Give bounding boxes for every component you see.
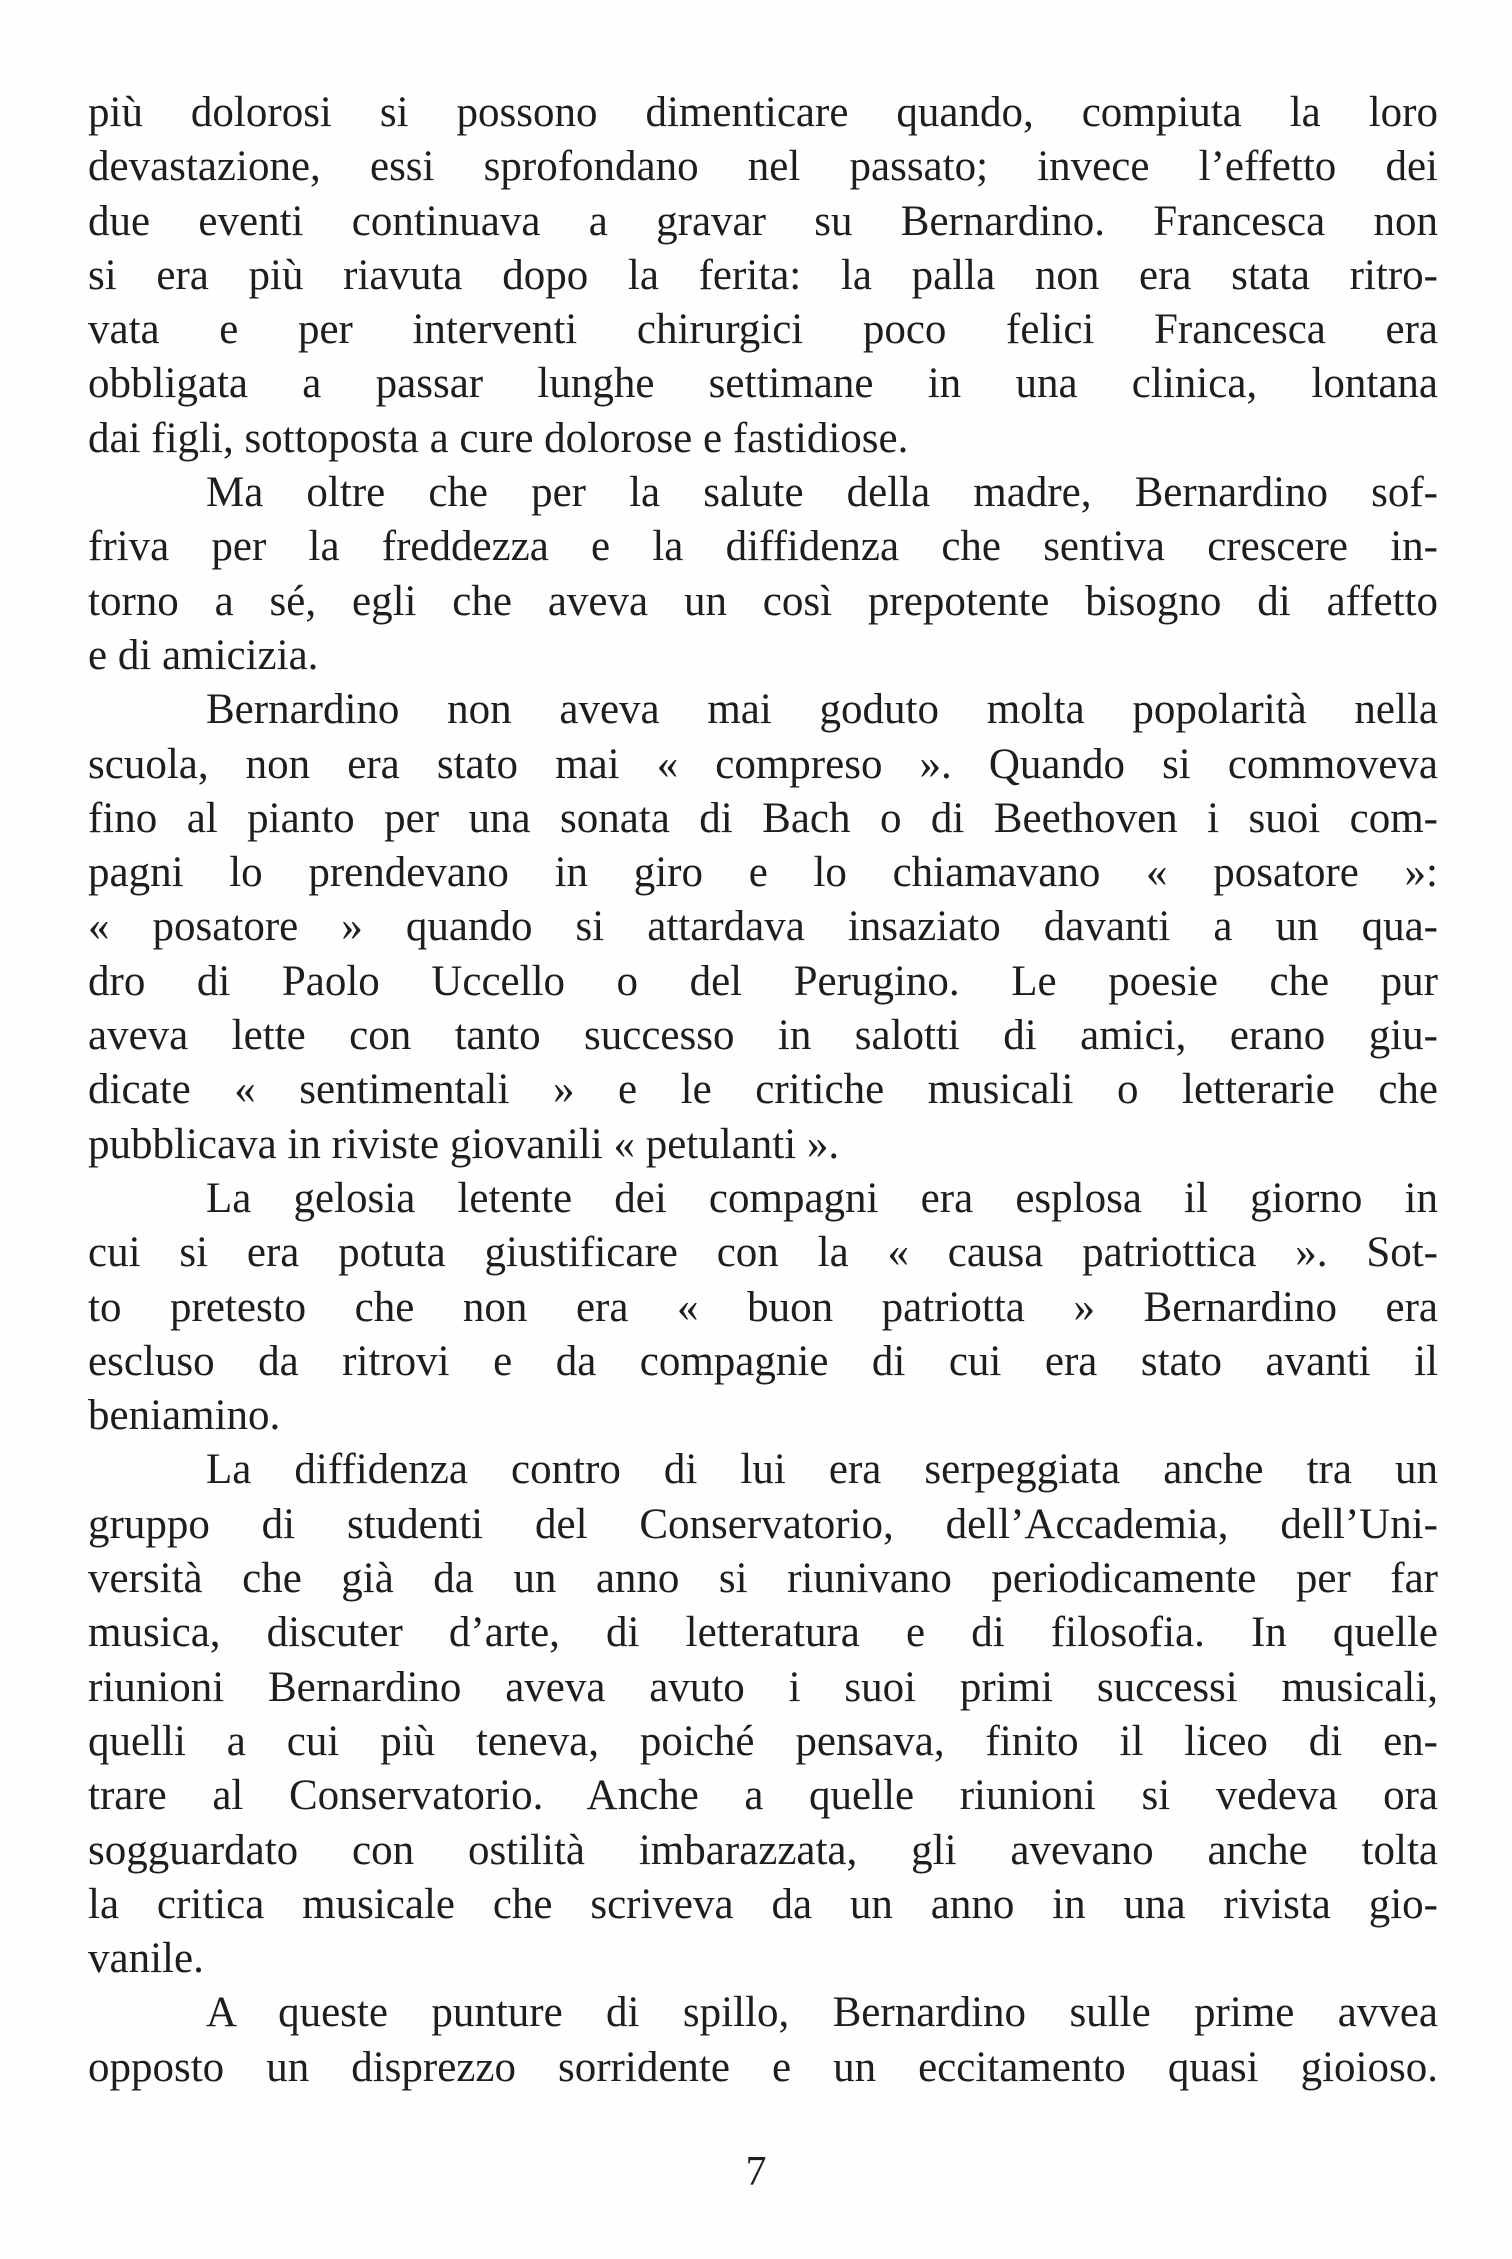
text-line: escluso da ritrovi e da compagnie di cui era stato avanti il <box>88 1337 1438 1385</box>
text-line: pagni lo prendevano in giro e lo chiamavano « posatore »: <box>88 849 1438 897</box>
text-line: beniamino. <box>88 1392 281 1440</box>
text-line: musica, discuter d’arte, di letteratura e di filosofia. In quelle <box>88 1609 1438 1657</box>
text-line: opposto un disprezzo sorridente e un eccitamento quasi gioioso. <box>88 2043 1438 2091</box>
text-line: fino al pianto per una sonata di Bach o di Beethoven i suoi com- <box>88 794 1438 842</box>
text-line: vanile. <box>88 1935 204 1983</box>
text-line: scuola, non era stato mai « compreso ». Quando si commoveva <box>88 740 1438 788</box>
text-line: sogguardato con ostilità imbarazzata, gli avevano anche tolta <box>88 1826 1438 1874</box>
text-line: versità che già da un anno si riunivano periodicamente per far <box>88 1555 1438 1603</box>
text-line: trare al Conservatorio. Anche a quelle riunioni si vedeva ora <box>88 1772 1438 1820</box>
text-line: cui si era potuta giustificare con la « causa patriottica ». Sot- <box>88 1229 1438 1277</box>
text-line: riunioni Bernardino aveva avuto i suoi primi successi musicali, <box>88 1663 1438 1711</box>
text-line: due eventi continuava a gravar su Bernardino. Francesca non <box>88 197 1438 245</box>
paragraph-first-line: La gelosia letente dei compagni era esplosa il giorno in <box>206 1174 1438 1222</box>
paragraph-first-line: La diffidenza contro di lui era serpeggiata anche tra un <box>206 1446 1438 1494</box>
text-line: si era più riavuta dopo la ferita: la palla non era stata ritro- <box>88 251 1438 299</box>
body-text <box>88 86 1438 2095</box>
text-line: torno a sé, egli che aveva un così prepotente bisogno di affetto <box>88 577 1438 625</box>
text-line: gruppo di studenti del Conservatorio, dell’Accademia, dell’Uni- <box>88 1500 1438 1548</box>
text-line: vata e per interventi chirurgici poco felici Francesca era <box>88 306 1438 354</box>
text-line: dai figli, sottoposta a cure dolorose e fastidiose. <box>88 414 909 462</box>
text-line: la critica musicale che scriveva da un anno in una rivista gio- <box>88 1880 1438 1928</box>
paragraph-first-line: Ma oltre che per la salute della madre, Bernardino sof- <box>206 469 1438 517</box>
paragraph-first-line: Bernardino non aveva mai goduto molta popolarità nella <box>206 686 1438 734</box>
text-line: « posatore » quando si attardava insaziato davanti a un qua- <box>88 903 1438 951</box>
text-line: dicate « sentimentali » e le critiche musicali o letterarie che <box>88 1066 1438 1114</box>
text-line: aveva lette con tanto successo in salotti di amici, erano giu- <box>88 1012 1438 1060</box>
text-line: pubblicava in riviste giovanili « petulanti ». <box>88 1120 840 1168</box>
text-line: friva per la freddezza e la diffidenza che sentiva crescere in- <box>88 523 1438 571</box>
text-line: devastazione, essi sprofondano nel passato; invece l’effetto dei <box>88 143 1438 191</box>
text-line: to pretesto che non era « buon patriotta » Bernardino era <box>88 1283 1438 1331</box>
text-line: dro di Paolo Uccello o del Perugino. Le poesie che pur <box>88 957 1438 1005</box>
text-line: e di amicizia. <box>88 631 319 679</box>
text-line: più dolorosi si possono dimenticare quando, compiuta la loro <box>88 89 1438 136</box>
paragraph-first-line: A queste punture di spillo, Bernardino sulle prime avvea <box>206 1989 1438 2037</box>
text-line: quelli a cui più teneva, poiché pensava, finito il liceo di en- <box>88 1717 1438 1765</box>
text-line: obbligata a passar lunghe settimane in una clinica, lontana <box>88 360 1438 408</box>
page-number: 7 <box>745 2149 767 2195</box>
